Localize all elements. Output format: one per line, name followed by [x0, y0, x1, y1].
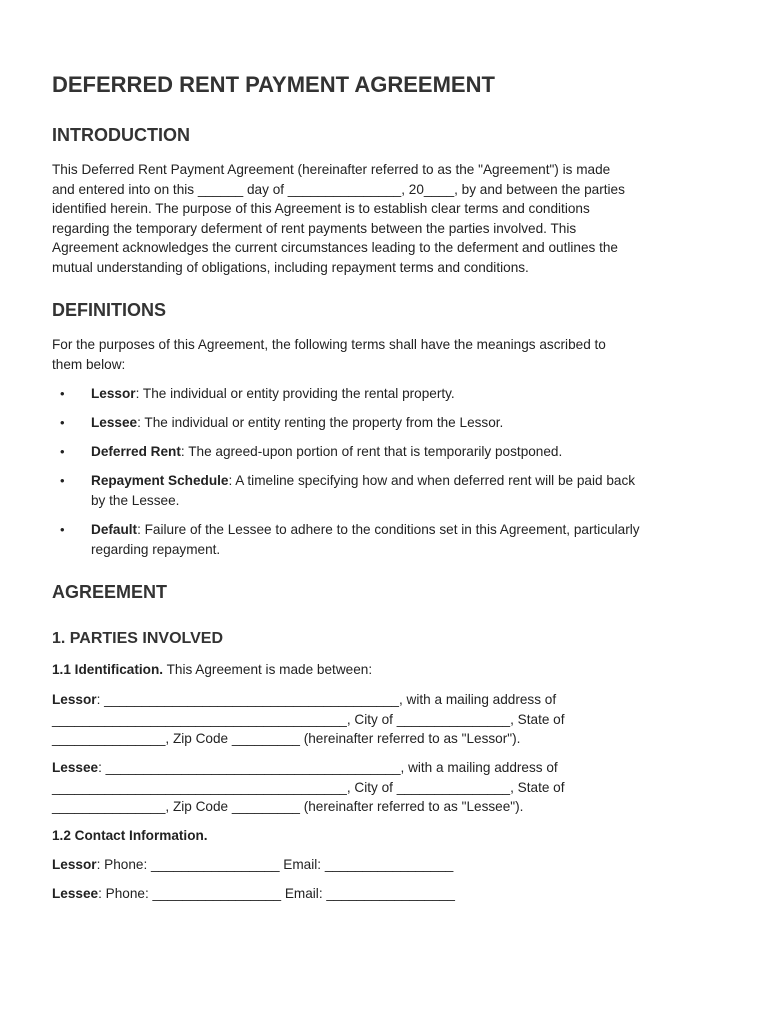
bullet-icon: •	[60, 386, 65, 401]
parties-heading: 1. PARTIES INVOLVED	[52, 630, 223, 647]
identification-text: This Agreement is made between:	[163, 662, 373, 677]
bullet-icon: •	[60, 473, 65, 488]
lessor-label: Lessor	[52, 692, 97, 707]
bullet-icon: •	[60, 522, 65, 537]
lessor-line: : _______________________________________, with a mailing address of	[96, 692, 557, 707]
lessee-line: : _______________________________________, with a mailing address of	[98, 760, 558, 775]
definition-item-deferred-rent	[52, 442, 722, 462]
contact-lessee-label: Lessee	[52, 886, 99, 901]
contact-heading-line	[52, 826, 208, 846]
bullet-icon: •	[60, 415, 65, 430]
definitions-intro-line: them below:	[52, 356, 126, 372]
introduction-line: mutual understanding of obligations, including repayment terms and conditions.	[52, 259, 529, 275]
definition-text: : The agreed-upon portion of rent that is temporarily postponed.	[180, 444, 563, 459]
introduction-line: identified herein. The purpose of this Agreement is to establish clear terms and conditions	[52, 201, 590, 217]
introduction-line: and entered into on this ______ day of _______________, 20____, by and between the parties	[52, 181, 625, 197]
lessee-label: Lessee	[52, 760, 99, 775]
introduction-line: Agreement acknowledges the current circumstances leading to the deferment and outlines the	[52, 240, 618, 256]
lessor-line: _______________, Zip Code _________ (hereinafter referred to as "Lessor").	[52, 731, 521, 747]
definitions-intro-line: For the purposes of this Agreement, the following terms shall have the meanings ascribed to	[52, 337, 606, 352]
lessee-line: _______________________________________, City of _______________, State of	[52, 779, 565, 795]
definitions-heading: DEFINITIONS	[52, 300, 167, 320]
contact-lessor	[52, 855, 453, 875]
definition-text: : The individual or entity providing the rental property.	[135, 386, 455, 401]
definition-item-lessee	[52, 413, 722, 433]
contact-lessor-text: : Phone: _________________ Email: _________________	[96, 857, 454, 872]
document-title: DEFERRED RENT PAYMENT AGREEMENT	[52, 72, 495, 97]
lessor-line: _______________________________________, City of _______________, State of	[52, 711, 565, 727]
introduction-line: regarding the temporary deferment of rent payments between the parties involved. This	[52, 220, 577, 236]
definitions-intro	[52, 335, 606, 374]
definition-text: : A timeline specifying how and when deferred rent will be paid back	[228, 473, 636, 488]
definition-text: : The individual or entity renting the property from the Lessor.	[137, 415, 504, 430]
identification-paragraph	[52, 660, 372, 680]
contact-lessor-label: Lessor	[52, 857, 97, 872]
definition-item-repayment-schedule	[52, 471, 722, 510]
lessee-paragraph	[52, 758, 565, 817]
contact-heading: 1.2 Contact Information.	[52, 828, 208, 843]
definition-text: regarding repayment.	[91, 541, 221, 557]
definition-text: : Failure of the Lessee to adhere to the conditions set in this Agreement, particularly	[137, 522, 640, 537]
bullet-icon: •	[60, 444, 65, 459]
definition-term: Default	[91, 522, 138, 537]
definition-term: Deferred Rent	[91, 444, 181, 459]
identification-label: 1.1 Identification.	[52, 662, 164, 677]
definition-term: Lessee	[91, 415, 138, 430]
definition-item-lessor	[52, 384, 722, 404]
lessor-paragraph	[52, 690, 565, 749]
introduction-line: This Deferred Rent Payment Agreement (hereinafter referred to as the "Agreement") is made	[52, 162, 611, 177]
agreement-heading: AGREEMENT	[52, 582, 168, 602]
lessee-line: _______________, Zip Code _________ (hereinafter referred to as "Lessee").	[52, 799, 524, 815]
contact-lessee-text: : Phone: _________________ Email: _________________	[98, 886, 455, 901]
definition-term: Lessor	[91, 386, 136, 401]
definition-item-default	[52, 520, 722, 559]
contact-lessee	[52, 884, 455, 904]
introduction-paragraph	[52, 160, 625, 278]
introduction-heading: INTRODUCTION	[52, 125, 190, 145]
definition-term: Repayment Schedule	[91, 473, 229, 488]
definition-text: by the Lessee.	[91, 492, 180, 508]
